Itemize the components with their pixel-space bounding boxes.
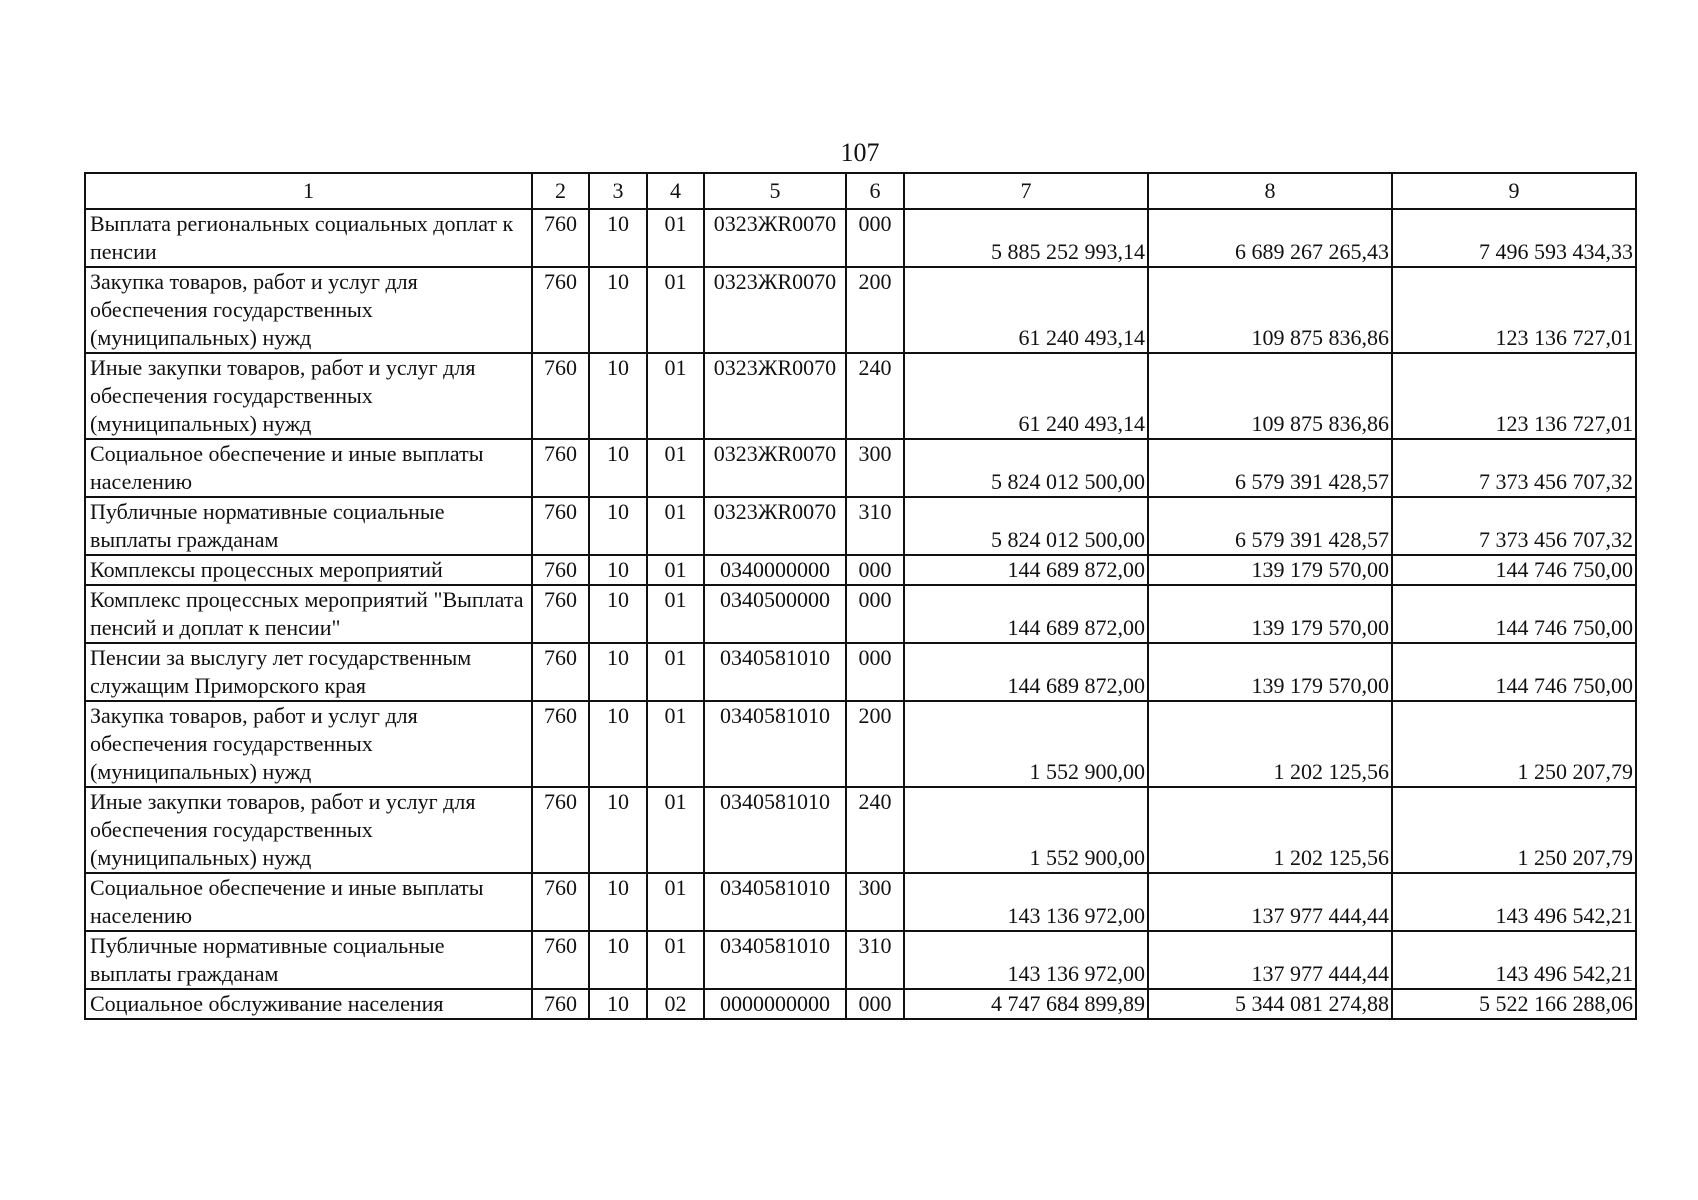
row-amount-7: 144 689 872,00 [904,585,1148,643]
row-amount-9: 7 496 593 434,33 [1392,209,1636,267]
row-col-2: 760 [532,439,589,497]
row-amount-7: 5 824 012 500,00 [904,439,1148,497]
row-col-5: 0000000000 [704,989,846,1019]
row-amount-9: 143 496 542,21 [1392,931,1636,989]
row-col-2: 760 [532,931,589,989]
row-col-3: 10 [589,555,647,585]
row-col-5: 0340581010 [704,643,846,701]
row-col-6: 000 [846,643,904,701]
table-row [85,497,1636,555]
row-col-6: 300 [846,873,904,931]
row-col-2: 760 [532,209,589,267]
row-amount-7: 144 689 872,00 [904,555,1148,585]
row-col-5: 0340581010 [704,931,846,989]
row-amount-8: 137 977 444,44 [1148,931,1392,989]
row-amount-9: 1 250 207,79 [1392,701,1636,787]
row-amount-8: 6 579 391 428,57 [1148,439,1392,497]
row-col-3: 10 [589,931,647,989]
column-header: 5 [704,173,846,209]
table-row [85,931,1636,989]
row-col-4: 01 [647,873,704,931]
table-row [85,643,1636,701]
table-row [85,787,1636,873]
column-header: 2 [532,173,589,209]
column-header: 8 [1148,173,1392,209]
row-col-6: 000 [846,585,904,643]
page-number: 107 [840,138,880,167]
column-header: 1 [85,173,532,209]
column-header: 6 [846,173,904,209]
row-col-2: 760 [532,873,589,931]
row-col-4: 01 [647,787,704,873]
column-header: 7 [904,173,1148,209]
row-amount-7: 5 824 012 500,00 [904,497,1148,555]
row-col-3: 10 [589,787,647,873]
row-col-5: 0340500000 [704,585,846,643]
table-row [85,701,1636,787]
row-amount-8: 137 977 444,44 [1148,873,1392,931]
column-header: 4 [647,173,704,209]
row-col-5: 0323ЖR0070 [704,497,846,555]
row-col-4: 01 [647,555,704,585]
row-name: Социальное обеспечение и иные выплаты населению [85,439,532,497]
table-row [85,585,1636,643]
row-amount-7: 1 552 900,00 [904,787,1148,873]
row-col-6: 240 [846,353,904,439]
row-col-4: 01 [647,643,704,701]
row-col-4: 01 [647,701,704,787]
row-col-6: 240 [846,787,904,873]
row-amount-9: 7 373 456 707,32 [1392,497,1636,555]
row-col-6: 200 [846,267,904,353]
row-col-4: 01 [647,439,704,497]
row-name: Закупка товаров, работ и услуг для обеспечения государственных (муниципальных) нужд [85,701,532,787]
row-col-6: 000 [846,209,904,267]
row-name: Иные закупки товаров, работ и услуг для обеспечения государственных (муниципальных) нужд [85,353,532,439]
table-row [85,353,1636,439]
row-amount-7: 143 136 972,00 [904,873,1148,931]
row-col-3: 10 [589,701,647,787]
row-name: Выплата региональных социальных доплат к пенсии [85,209,532,267]
table-row [85,267,1636,353]
row-col-6: 000 [846,555,904,585]
budget-table [84,172,1637,1020]
row-col-2: 760 [532,497,589,555]
row-amount-7: 61 240 493,14 [904,353,1148,439]
row-name: Комплексы процессных мероприятий [85,555,532,585]
row-col-6: 310 [846,497,904,555]
row-name: Закупка товаров, работ и услуг для обеспечения государственных (муниципальных) нужд [85,267,532,353]
row-name: Иные закупки товаров, работ и услуг для обеспечения государственных (муниципальных) нужд [85,787,532,873]
row-col-5: 0340581010 [704,873,846,931]
row-amount-7: 4 747 684 899,89 [904,989,1148,1019]
table-row [85,555,1636,585]
row-col-3: 10 [589,643,647,701]
table-row [85,439,1636,497]
row-col-5: 0323ЖR0070 [704,439,846,497]
row-col-5: 0340581010 [704,787,846,873]
row-name: Публичные нормативные социальные выплаты гражданам [85,931,532,989]
row-col-2: 760 [532,267,589,353]
row-amount-8: 6 579 391 428,57 [1148,497,1392,555]
column-header: 9 [1392,173,1636,209]
table-row [85,209,1636,267]
row-col-3: 10 [589,353,647,439]
row-amount-9: 144 746 750,00 [1392,555,1636,585]
row-col-2: 760 [532,643,589,701]
row-amount-7: 143 136 972,00 [904,931,1148,989]
row-col-3: 10 [589,873,647,931]
row-amount-7: 1 552 900,00 [904,701,1148,787]
column-header: 3 [589,173,647,209]
row-amount-8: 139 179 570,00 [1148,585,1392,643]
header-row [85,173,1636,209]
row-amount-9: 1 250 207,79 [1392,787,1636,873]
row-col-6: 300 [846,439,904,497]
row-col-3: 10 [589,439,647,497]
row-amount-8: 5 344 081 274,88 [1148,989,1392,1019]
row-amount-9: 143 496 542,21 [1392,873,1636,931]
row-col-3: 10 [589,497,647,555]
row-amount-9: 5 522 166 288,06 [1392,989,1636,1019]
row-col-4: 01 [647,497,704,555]
row-amount-8: 1 202 125,56 [1148,787,1392,873]
row-col-4: 01 [647,267,704,353]
row-col-2: 760 [532,555,589,585]
row-amount-7: 61 240 493,14 [904,267,1148,353]
row-col-3: 10 [589,209,647,267]
row-name: Пенсии за выслугу лет государственным служащим Приморского края [85,643,532,701]
row-col-6: 310 [846,931,904,989]
row-col-3: 10 [589,989,647,1019]
row-col-2: 760 [532,353,589,439]
row-col-2: 760 [532,701,589,787]
row-col-6: 200 [846,701,904,787]
row-amount-7: 144 689 872,00 [904,643,1148,701]
row-amount-8: 6 689 267 265,43 [1148,209,1392,267]
row-amount-7: 5 885 252 993,14 [904,209,1148,267]
row-amount-8: 139 179 570,00 [1148,643,1392,701]
row-col-6: 000 [846,989,904,1019]
row-col-5: 0323ЖR0070 [704,209,846,267]
row-col-5: 0340000000 [704,555,846,585]
row-amount-9: 7 373 456 707,32 [1392,439,1636,497]
row-name: Публичные нормативные социальные выплаты гражданам [85,497,532,555]
row-amount-8: 109 875 836,86 [1148,267,1392,353]
row-name: Комплекс процессных мероприятий "Выплата пенсий и доплат к пенсии" [85,585,532,643]
row-col-4: 02 [647,989,704,1019]
row-col-4: 01 [647,585,704,643]
row-amount-9: 144 746 750,00 [1392,643,1636,701]
row-col-2: 760 [532,585,589,643]
table-row [85,873,1636,931]
row-col-3: 10 [589,585,647,643]
row-amount-8: 109 875 836,86 [1148,353,1392,439]
row-amount-9: 144 746 750,00 [1392,585,1636,643]
row-name: Социальное обеспечение и иные выплаты населению [85,873,532,931]
table-row [85,989,1636,1019]
row-col-4: 01 [647,209,704,267]
row-col-4: 01 [647,353,704,439]
row-col-2: 760 [532,989,589,1019]
row-amount-9: 123 136 727,01 [1392,353,1636,439]
row-name: Социальное обслуживание населения [85,989,532,1019]
row-amount-8: 1 202 125,56 [1148,701,1392,787]
row-col-5: 0323ЖR0070 [704,267,846,353]
row-col-3: 10 [589,267,647,353]
row-col-2: 760 [532,787,589,873]
row-col-5: 0323ЖR0070 [704,353,846,439]
row-amount-9: 123 136 727,01 [1392,267,1636,353]
row-amount-8: 139 179 570,00 [1148,555,1392,585]
row-col-4: 01 [647,931,704,989]
row-col-5: 0340581010 [704,701,846,787]
